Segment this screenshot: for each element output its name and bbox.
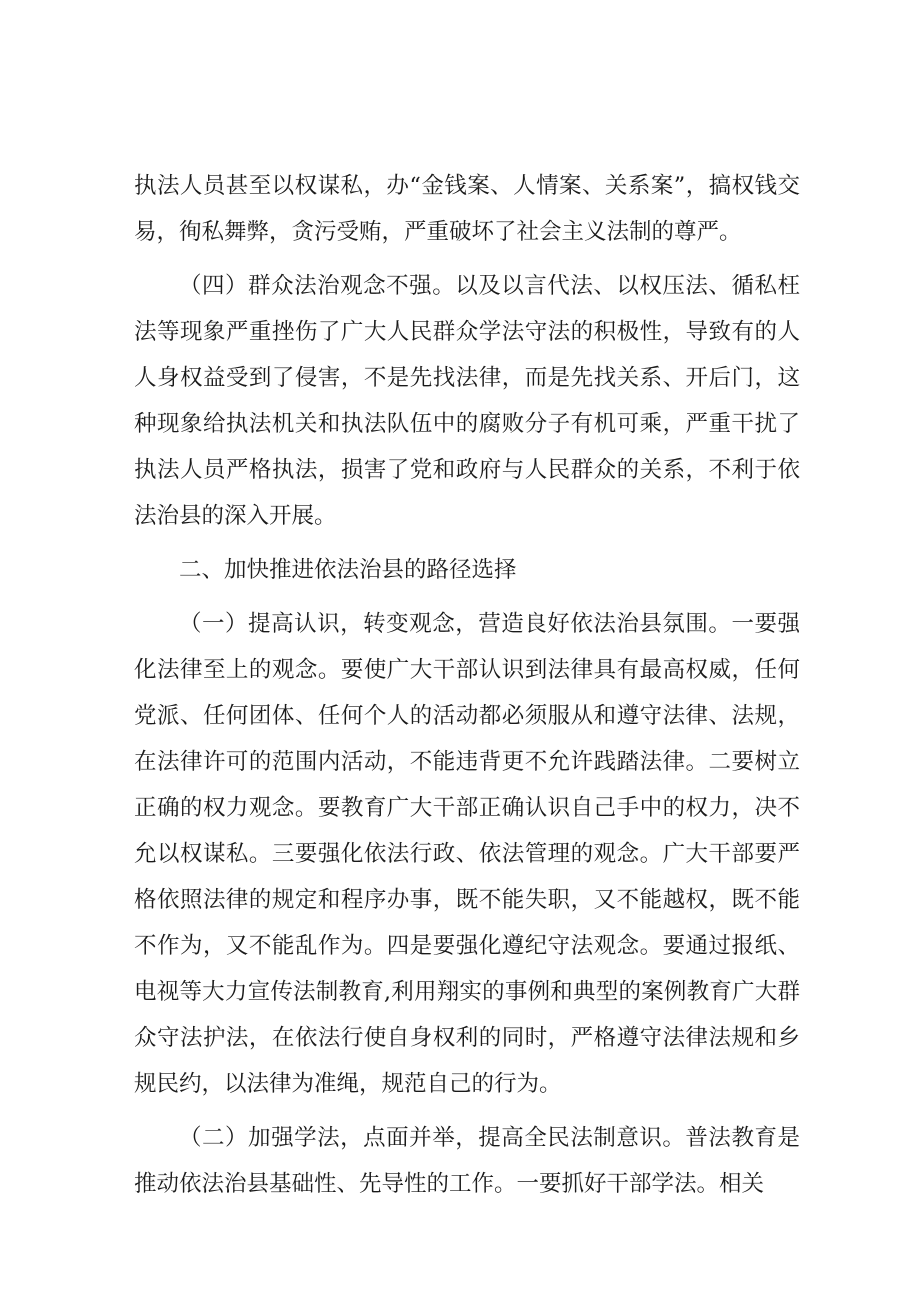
paragraph-continuation: 执法人员甚至以权谋私，办“金钱案、人情案、关系案”，搞权钱交易，徇私舞弊，贪污受贿，严重破坏了社会主义法制的尊严。 [134,173,800,245]
section-heading-2: 二、加快推进依法治县的路径选择 [179,557,517,583]
paragraph-subsection-1: （一）提高认识，转变观念，营造良好依法治县氛围。一要强化法律至上的观念。要使广大干部认识到法律具有最高权威，任何党派、任何团体、任何个人的活动都必须服从和遵守法律、法规，在法律许可的范围内活动，不能违背更不允许践踏法律。二要树立正确的权力观念。要教育广大干部正确认识自己手中的权力，决不允以权谋私。三要强化依法行政、依法管理的观念。广大干部要严格依照法律的规定和程序办事，既不能失职，又不能越权，既不能不作为，又不能乱作为。四是要强化遵纪守法观念。要通过报纸、电视等大力宣传法制教育,利用翔实的事例和典型的案例教育广大群众守法护法，在依法行使自身权利的同时，严格遵守法律法规和乡规民约，以法律为准绳，规范自己的行为。 [134,611,800,1097]
document-body [134,163,800,1207]
paragraph-section-4: （四）群众法治观念不强。以及以言代法、以权压法、循私枉法等现象严重挫伤了广大人民群众学法守法的积极性，导致有的人人身权益受到了侵害，不是先找法律，而是先找关系、开后门，这种现象给执法机关和执法队伍中的腐败分子有机可乘，严重干扰了执法人员严格执法，损害了党和政府与人民群众的关系，不利于依法治县的深入开展。 [134,273,800,529]
paragraph-subsection-2: （二）加强学法，点面并举，提高全民法制意识。普法教育是推动依法治县基础性、先导性的工作。一要抓好干部学法。相关 [134,1125,800,1197]
